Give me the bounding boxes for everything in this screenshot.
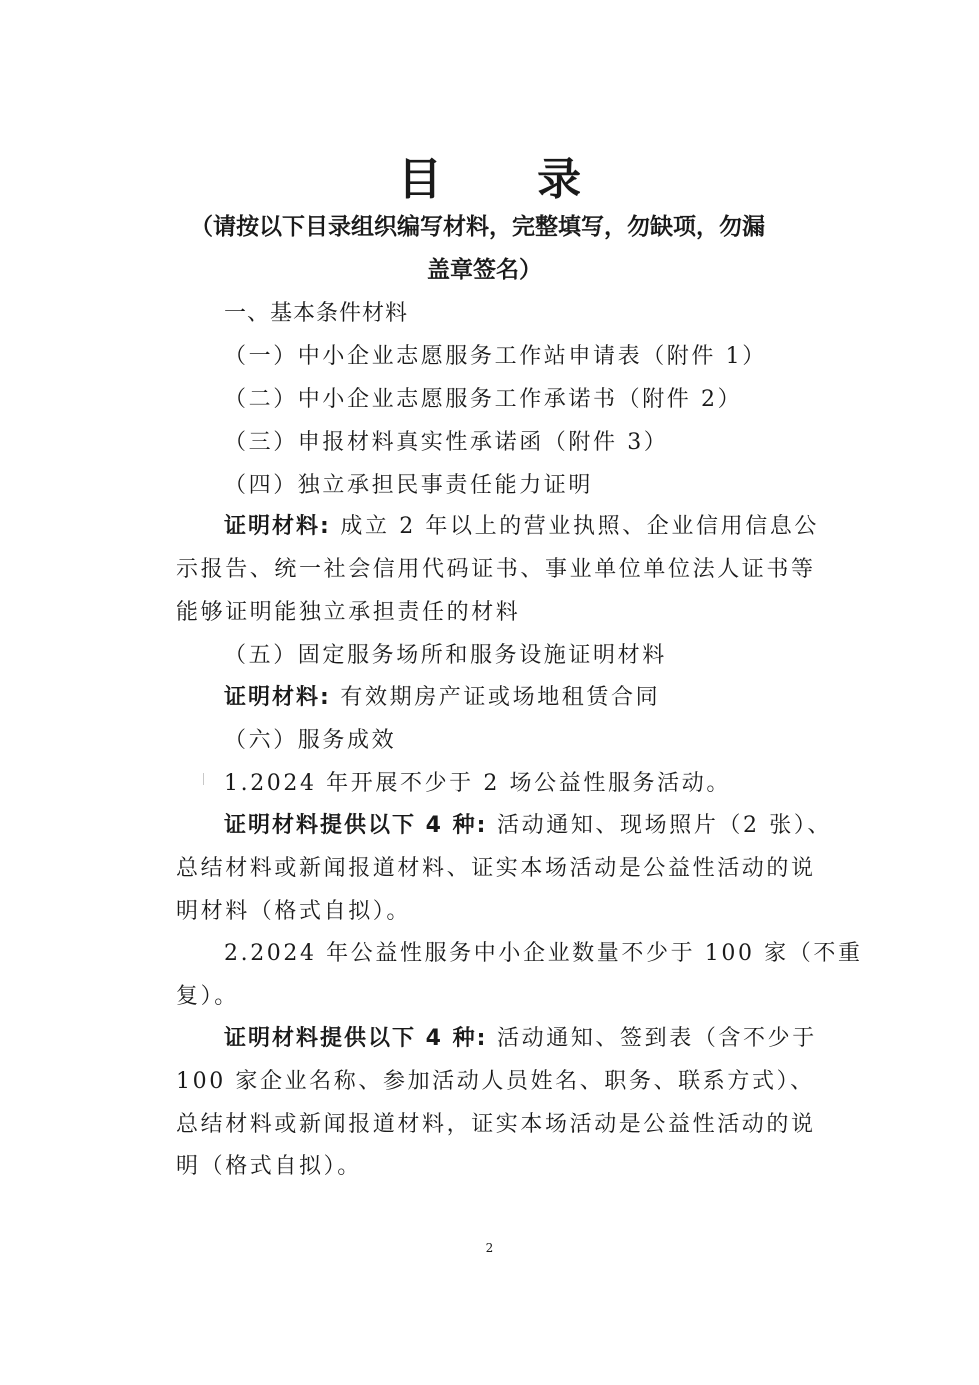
page-number: 2 <box>485 1241 494 1255</box>
page-title: 目 录 <box>397 154 622 205</box>
list-item-2: （二）中小企业志愿服务工作承诺书（附件 2） <box>224 387 743 412</box>
item4-proof-line-2: 示报告、统一社会信用代码证书、事业单位单位法人证书等 <box>176 557 816 582</box>
sub2-proof-text-1: 活动通知、签到表（含不少于 <box>487 1026 817 1051</box>
subtitle-line-1: （请按以下目录组织编写材料，完整填写，勿缺项，勿漏 <box>190 214 765 240</box>
sub2-proof-line-2: 100 家企业名称、参加活动人员姓名、职务、联系方式）、 <box>176 1069 815 1094</box>
proof-label: 证明材料: <box>224 514 331 539</box>
sub-item-1: 1.2024 年开展不少于 2 场公益性服务活动。 <box>224 771 731 796</box>
list-item-1: （一）中小企业志愿服务工作站申请表（附件 1） <box>224 344 767 369</box>
sub1-proof-text-1: 活动通知、现场照片（2 张）、 <box>487 813 833 838</box>
sub-item-2-line-1: 2.2024 年公益性服务中小企业数量不少于 100 家（不重 <box>224 941 863 966</box>
sub-item-2-line-2: 复）。 <box>176 984 239 1009</box>
sub1-proof-line-1 <box>224 811 832 841</box>
subtitle-line-2: 盖章签名） <box>427 257 542 283</box>
item4-proof-line-3: 能够证明能独立承担责任的材料 <box>176 600 521 625</box>
sub2-proof-line-1 <box>224 1024 817 1054</box>
sub2-proof-line-4: 明（格式自拟）。 <box>176 1154 362 1179</box>
sub1-proof-line-3: 明材料（格式自拟）。 <box>176 899 412 924</box>
item4-proof-text-1: 成立 2 年以上的营业执照、企业信用信息公 <box>330 514 819 539</box>
item5-proof-text: 有效期房产证或场地租赁合同 <box>330 685 661 710</box>
list-item-6: （六）服务成效 <box>224 728 397 753</box>
proof-label: 证明材料: <box>224 685 331 710</box>
list-item-4: （四）独立承担民事责任能力证明 <box>224 473 594 498</box>
scan-speck <box>203 773 204 785</box>
sub2-proof-line-3: 总结材料或新闻报道材料，证实本场活动是公益性活动的说 <box>176 1112 816 1137</box>
list-item-3: （三）申报材料真实性承诺函（附件 3） <box>224 430 669 455</box>
proof-4-label: 证明材料提供以下 4 种: <box>224 813 488 838</box>
list-item-5: （五）固定服务场所和服务设施证明材料 <box>224 643 667 668</box>
proof-4-label: 证明材料提供以下 4 种: <box>224 1026 488 1051</box>
sub1-proof-line-2: 总结材料或新闻报道材料、证实本场活动是公益性活动的说 <box>176 856 816 881</box>
section-heading-basic-materials: 一、基本条件材料 <box>224 301 409 326</box>
item4-proof-line-1 <box>224 512 819 542</box>
item5-proof-line <box>224 683 660 713</box>
